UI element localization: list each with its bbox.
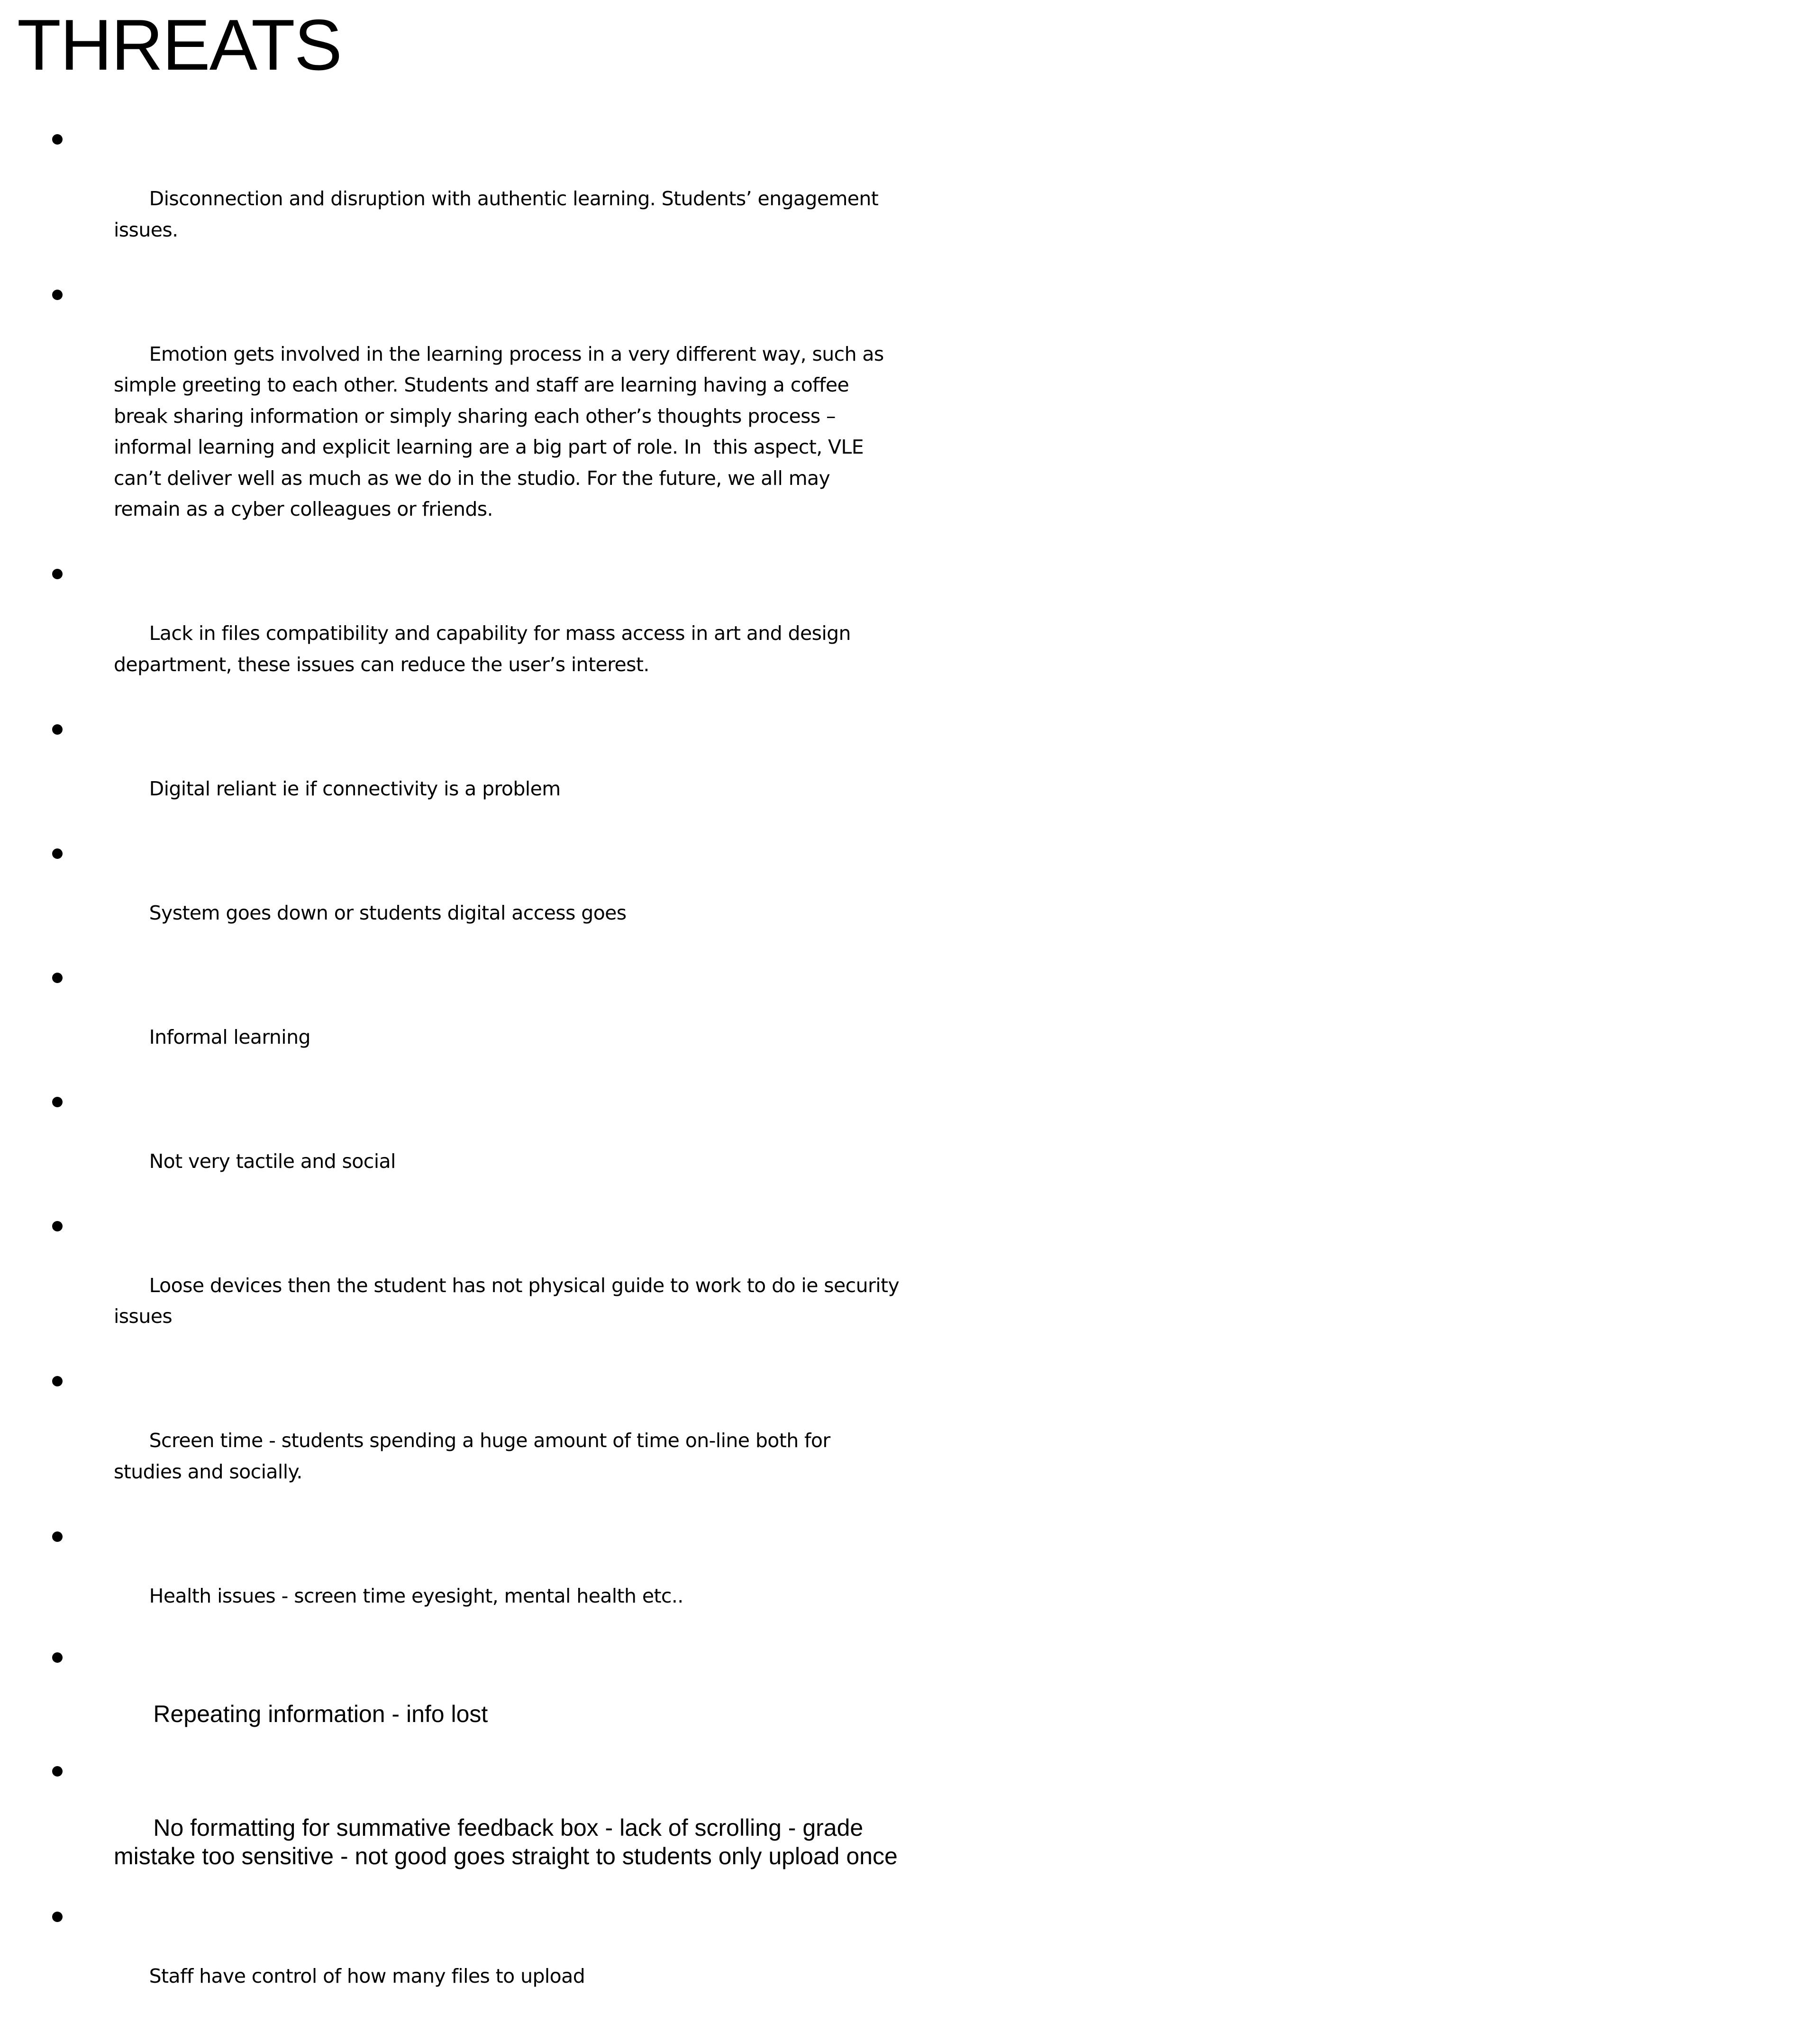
bullet-text: Lack in files compatibility and capability for mass access in art and design department, these issues can reduce the user’s interest. <box>114 622 857 676</box>
bullet-text: Disconnection and disruption with authentic learning. Students’ engagement issues. <box>114 187 884 241</box>
bullet-text: Staff have control of how many files to upload <box>149 1964 585 1987</box>
bullet-text: Repeating information - info lost <box>153 1700 488 1727</box>
bullet-icon <box>52 848 63 859</box>
bullet-item <box>0 1519 901 1643</box>
bullet-icon <box>52 569 63 579</box>
bullet-text: No formatting for summative feedback box - lack of scrolling - grade mistake too sensitive - not good goes straight to students only upload once <box>114 1814 898 1869</box>
slide-title: THREATS <box>17 5 342 85</box>
bullet-item <box>0 711 901 836</box>
bullet-icon <box>52 1221 63 1231</box>
bullet-icon <box>52 134 63 145</box>
bullet-icon <box>52 1652 63 1663</box>
bullet-icon <box>52 1376 63 1386</box>
bullet-item <box>0 960 901 1084</box>
bullet-icon <box>52 1766 63 1777</box>
bullet-item <box>0 1363 901 1519</box>
bullet-icon <box>52 1531 63 1542</box>
bullet-icon <box>52 973 63 983</box>
bullet-text: Emotion gets involved in the learning process in a very different way, such as simple greeting to each other. Students and staff are learning having a coffee break sharing information or simply sharing each other’s thoughts process –informal learning and explicit learning are a big part of role. In this aspect, VLE can’t deliver well as much as we do in the studio. For the future, we all may remain as a cyber colleagues or friends. <box>114 342 890 520</box>
bullet-icon <box>52 724 63 735</box>
bullet-item <box>0 836 901 960</box>
bullet-text: System goes down or students digital access goes <box>149 901 627 924</box>
bullet-item <box>0 1084 901 1208</box>
bullet-icon <box>52 1912 63 1922</box>
bullet-text: Not very tactile and social <box>149 1149 396 1173</box>
bullet-list <box>0 121 905 2023</box>
bullet-item <box>0 121 901 277</box>
bullet-item <box>0 1757 901 1899</box>
bullet-item <box>0 277 901 556</box>
bullet-item <box>0 1643 901 1757</box>
bullet-text: Loose devices then the student has not physical guide to work to do ie security issues <box>114 1274 905 1328</box>
bullet-text: Informal learning <box>149 1025 310 1048</box>
bullet-text: Digital reliant ie if connectivity is a problem <box>149 777 561 800</box>
bullet-icon <box>52 1097 63 1107</box>
bullet-item <box>0 1899 901 2023</box>
bullet-text: Health issues - screen time eyesight, mental health etc.. <box>149 1584 683 1607</box>
bullet-icon <box>52 290 63 300</box>
bullet-text: Screen time - students spending a huge amount of time on-line both for studies and socially. <box>114 1429 837 1483</box>
bullet-item <box>0 556 901 711</box>
bullet-item <box>0 1208 905 1364</box>
